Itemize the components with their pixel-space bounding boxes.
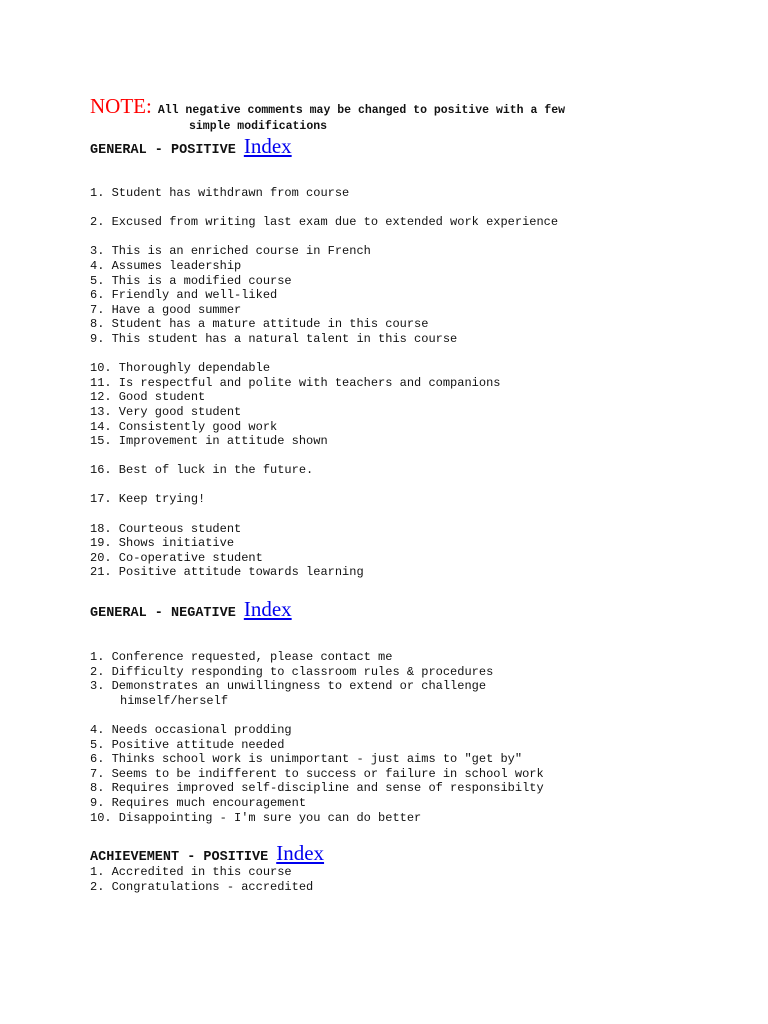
list-item: 5. This is a modified course — [90, 273, 292, 288]
list-item: 21. Positive attitude towards learning — [90, 565, 364, 580]
list-item: 4. Needs occasional prodding — [90, 722, 292, 737]
list-item: 6. Thinks school work is unimportant - just aims to "get by" — [90, 752, 523, 767]
note-text-line1: All negative comments may be changed to positive with a few — [157, 104, 565, 117]
list-item: 5. Positive attitude needed — [90, 737, 285, 752]
section-heading-achievement-positive — [90, 841, 324, 866]
list-item: 3. This is an enriched course in French — [90, 244, 371, 259]
section-title: GENERAL - POSITIVE — [90, 143, 236, 158]
list-item: 11. Is respectful and polite with teachers and companions — [90, 375, 501, 390]
index-link[interactable]: Index — [243, 597, 292, 621]
list-item: 12. Good student — [90, 390, 206, 405]
list-item: 18. Courteous student — [90, 521, 242, 536]
list-item: 20. Co-operative student — [90, 550, 263, 565]
list-item: 14. Consistently good work — [90, 419, 278, 434]
section-title: GENERAL - NEGATIVE — [90, 606, 236, 621]
list-item: 2. Congratulations - accredited — [90, 879, 314, 894]
list-item-continuation: himself/herself — [120, 693, 229, 708]
section-title: ACHIEVEMENT - POSITIVE — [90, 850, 269, 865]
list-item: 13. Very good student — [90, 404, 242, 419]
section-heading-general-positive — [90, 134, 292, 159]
list-item: 1. Conference requested, please contact me — [90, 650, 393, 664]
list-item: 4. Assumes leadership — [90, 258, 242, 273]
general-positive-list — [90, 186, 558, 580]
index-link[interactable]: Index — [276, 841, 325, 865]
list-item: 8. Requires improved self-discipline and sense of responsibilty — [90, 781, 544, 796]
list-item: 8. Student has a mature attitude in this course — [90, 317, 429, 332]
list-item: 7. Seems to be indifferent to success or failure in school work — [90, 766, 544, 781]
list-item: 16. Best of luck in the future. — [90, 463, 314, 478]
list-item: 17. Keep trying! — [90, 492, 206, 507]
achievement-positive-list — [90, 865, 313, 894]
general-negative-list — [90, 650, 544, 825]
list-item: 7. Have a good summer — [90, 302, 242, 317]
list-item: 19. Shows initiative — [90, 536, 235, 551]
list-item: 2. Excused from writing last exam due to extended work experience — [90, 215, 559, 230]
list-item: 15. Improvement in attitude shown — [90, 434, 328, 449]
note-text-line2: simple modifications — [189, 120, 328, 133]
note — [90, 94, 565, 119]
list-item: 2. Difficulty responding to classroom rules & procedures — [90, 664, 494, 679]
list-item: 6. Friendly and well-liked — [90, 288, 278, 303]
list-item: 10. Thoroughly dependable — [90, 361, 271, 376]
note-label: NOTE: — [90, 94, 152, 118]
list-item: 1. Accredited in this course — [90, 865, 292, 879]
section-heading-general-negative — [90, 597, 292, 622]
list-item: 3. Demonstrates an unwillingness to extend or challenge — [90, 679, 487, 694]
list-item: 10. Disappointing - I'm sure you can do better — [90, 810, 422, 825]
list-item: 9. Requires much encouragement — [90, 795, 307, 810]
list-item: 9. This student has a natural talent in this course — [90, 331, 458, 346]
list-item: 1. Student has withdrawn from course — [90, 186, 350, 200]
index-link[interactable]: Index — [243, 134, 292, 158]
